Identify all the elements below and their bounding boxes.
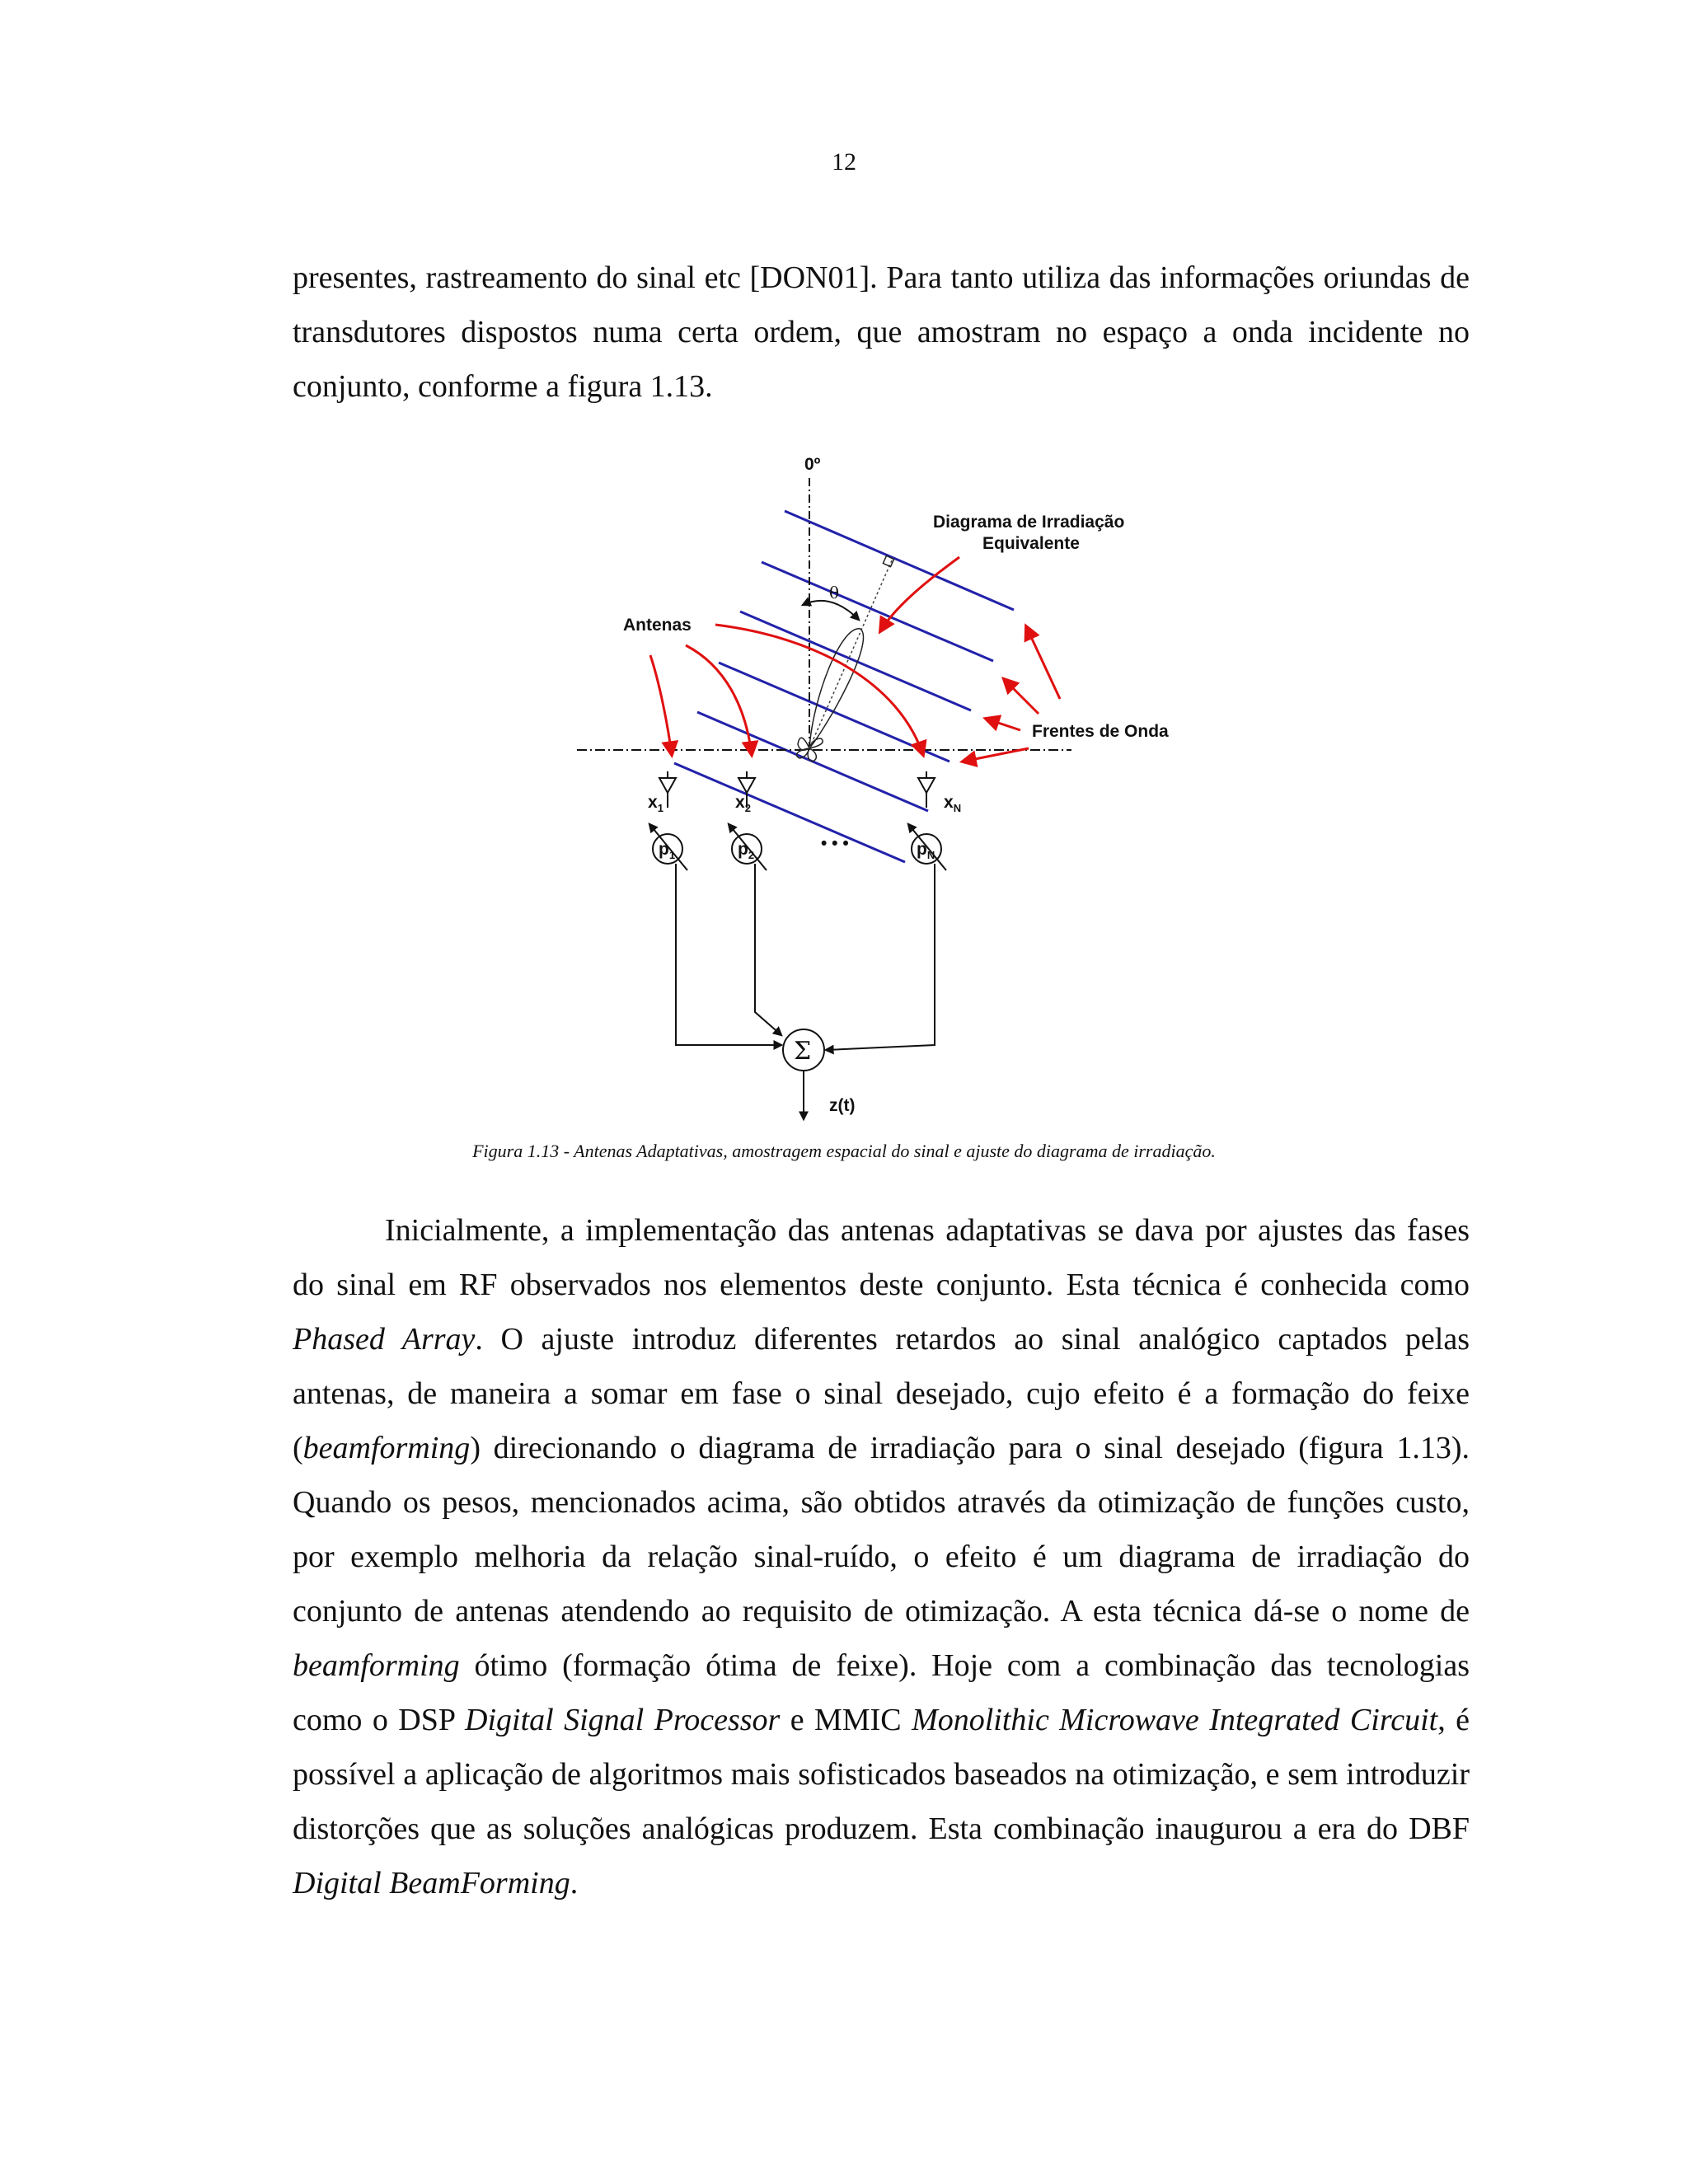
antenna-n	[918, 771, 935, 808]
antennas-label: Antenas	[623, 616, 692, 635]
sum-symbol: Σ	[794, 1037, 812, 1066]
radiation-pattern-label-line2: Equivalente	[982, 534, 1080, 553]
figure-caption: Figura 1.13 - Antenas Adaptativas, amostragem espacial do sinal e ajuste do diagrama de irradiação.	[472, 1141, 1216, 1161]
zero-degree-label: 0º	[804, 455, 821, 474]
pn-label: $p_N$	[917, 840, 935, 861]
p1-label: $p_1$	[659, 840, 676, 861]
p2-label: $p_2$	[738, 840, 755, 861]
figure-adaptive-antennas	[569, 452, 1195, 1132]
red-arrows	[650, 557, 1060, 762]
xn-label: $x_N$	[944, 793, 962, 814]
wavefronts-label: Frentes de Onda	[1032, 722, 1169, 741]
paragraph-body: Inicialmente, a implementação das antenas adaptativas se dava por ajustes das fases do sinal em RF observados nos elementos deste conjunto. Esta técnica é conhecida como Phased Array. O ajuste introduz diferentes retardos ao sinal analógico captados pelas antenas, de maneira a somar em fase o sinal desejado, cujo efeito é a formação do feixe (beamforming) direcionando o diagrama de irradiação para o sinal desejado (figura 1.13). Quando os pesos, mencionados acima, são obtidos através da otimização de funções custo, por exemplo melhoria da relação sinal-ruído, o efeito é um diagrama de irradiação do conjunto de antenas atendendo ao requisito de otimização. A esta técnica dá-se o nome de beamforming ótimo (formação ótima de feixe). Hoje com a combinação das tecnologias como o DSP Digital Signal Processor e MMIC Monolithic Microwave Integrated Circuit, é possível a aplicação de algoritmos mais sofisticados baseados na otimização, e sem introduzir distorções que as soluções analógicas produzem. Esta combinação inaugurou a era do DBF Digital BeamForming.	[293, 1213, 1470, 1900]
radiation-pattern-label-line1: Diagrama de Irradiação	[933, 513, 1125, 532]
paragraph-intro: presentes, rastreamento do sinal etc [DON01]. Para tanto utiliza das informações oriundas de transdutores dispostos numa certa ordem, que amostram no espaço a onda incidente no conjunto, conforme a figura 1.13.	[293, 260, 1470, 404]
x1-label: $x_1$	[648, 793, 663, 814]
ellipsis: • • •	[821, 834, 849, 853]
theta-label: θ	[829, 583, 840, 602]
output-label: z(t)	[829, 1096, 856, 1115]
theta-arc	[803, 601, 859, 620]
x2-label: $x_2$	[735, 793, 751, 814]
wavefront-lines	[674, 511, 1014, 862]
page-number: 12	[832, 148, 856, 176]
